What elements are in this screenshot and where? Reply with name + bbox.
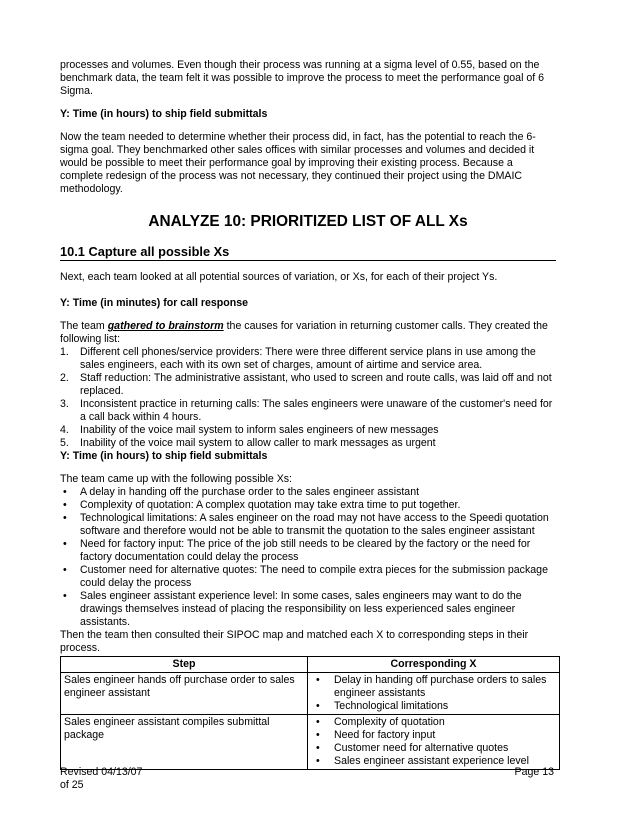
call-lead-before: The team	[60, 320, 108, 332]
call-heading: Y: Time (in minutes) for call response	[60, 297, 248, 309]
list-item: 4. Inability of the voice mail system to inform sales engineers of new messages	[60, 424, 439, 436]
list-item: • Complexity of quotation	[311, 716, 556, 729]
page-total: of 25	[60, 779, 84, 791]
ship-paragraph-1: Now the team needed to determine whether their process did, in fact, has the potential to reach the 6-sigma goal. They benchmarked other sales offices with similar processes and volumes and decided it would be possible to meet their performance goal by improving their existing process. Because a complete redesign of the process was not necessary, they continued their project using the DMAIC methodology.	[60, 131, 536, 195]
list-item: • Delay in handing off purchase orders to sales engineer assistants	[311, 674, 556, 700]
ship-xs-list	[60, 486, 556, 629]
intro-paragraph: processes and volumes. Even though their process was running at a sigma level of 0.55, based on the benchmark data, the team felt it was possible to improve the process to meet the performance goal of 6 Sigma.	[60, 59, 545, 97]
ship-heading-2: Y: Time (in hours) to ship field submittals	[60, 450, 268, 462]
ship-lead: The team came up with the following possible Xs:	[60, 473, 293, 485]
list-item: • Need for factory input: The price of the job still needs to be cleared by the factory or the need for factory documentation could delay the process	[60, 538, 556, 564]
list-item: 3. Inconsistent practice in returning calls: The sales engineers were unaware of the customer's need for a call back within 4 hours.	[60, 398, 553, 423]
corresponding-x-cell	[308, 673, 560, 715]
sipoc-lead: Then the team then consulted their SIPOC map and matched each X to corresponding steps in their process.	[60, 629, 529, 654]
ship-heading-1: Y: Time (in hours) to ship field submittals	[60, 108, 268, 120]
brainstorm-link[interactable]: gathered to brainstorm	[107, 320, 224, 332]
list-item: • Complexity of quotation: A complex quotation may take extra time to put together.	[60, 499, 556, 512]
table-header-row	[61, 657, 560, 673]
page-number: Page 13	[514, 766, 554, 778]
call-lead-after: the causes for variation in returning customer calls. They created the following list:	[60, 320, 548, 345]
section-intro: Next, each team looked at all potential sources of variation, or Xs, for each of their project Ys.	[60, 271, 498, 283]
table-row	[61, 673, 560, 715]
document-page	[60, 59, 556, 770]
page-footer	[60, 766, 554, 792]
list-item: 5. Inability of the voice mail system to allow caller to mark messages as urgent	[60, 437, 436, 449]
list-item: • Technological limitations	[311, 700, 556, 713]
chapter-title: ANALYZE 10: PRIORITIZED LIST OF ALL Xs	[148, 213, 468, 230]
list-item: • Sales engineer assistant experience level: In some cases, sales engineers may want to do the drawings themselves instead of placing the responsibility on less experienced sales engineer assistants.	[60, 590, 556, 629]
section-title: 10.1 Capture all possible Xs	[60, 244, 556, 261]
sipoc-table	[60, 656, 560, 770]
call-causes-list	[60, 346, 556, 450]
list-item: • Technological limitations: A sales engineer on the road may not have access to the Speedi quotation software and therefore would not be able to transmit the quotation to the sales engineer assistant	[60, 512, 556, 538]
step-cell: Sales engineer assistant compiles submittal package	[61, 715, 308, 770]
column-header-corresponding-x: Corresponding X	[308, 657, 560, 673]
list-item: • Customer need for alternative quotes: The need to compile extra pieces for the submission package could delay the process	[60, 564, 556, 590]
revised-date: Revised 04/13/07	[60, 766, 143, 778]
call-lead-paragraph	[60, 320, 556, 346]
table-row	[61, 715, 560, 770]
list-item: 2. Staff reduction: The administrative assistant, who used to screen and route calls, was laid off and not replaced.	[60, 372, 552, 397]
corresponding-x-cell	[308, 715, 560, 770]
list-item: • Sales engineer assistant experience level	[311, 755, 556, 768]
step-cell: Sales engineer hands off purchase order to sales engineer assistant	[61, 673, 308, 715]
list-item: • Need for factory input	[311, 729, 556, 742]
column-header-step: Step	[61, 657, 308, 673]
list-item: • A delay in handing off the purchase order to the sales engineer assistant	[60, 486, 556, 499]
list-item: 1. Different cell phones/service providers: There were three different service plans in use among the sales engineers, each with its own set of charges, amount of airtime and service area.	[60, 346, 536, 371]
list-item: • Customer need for alternative quotes	[311, 742, 556, 755]
